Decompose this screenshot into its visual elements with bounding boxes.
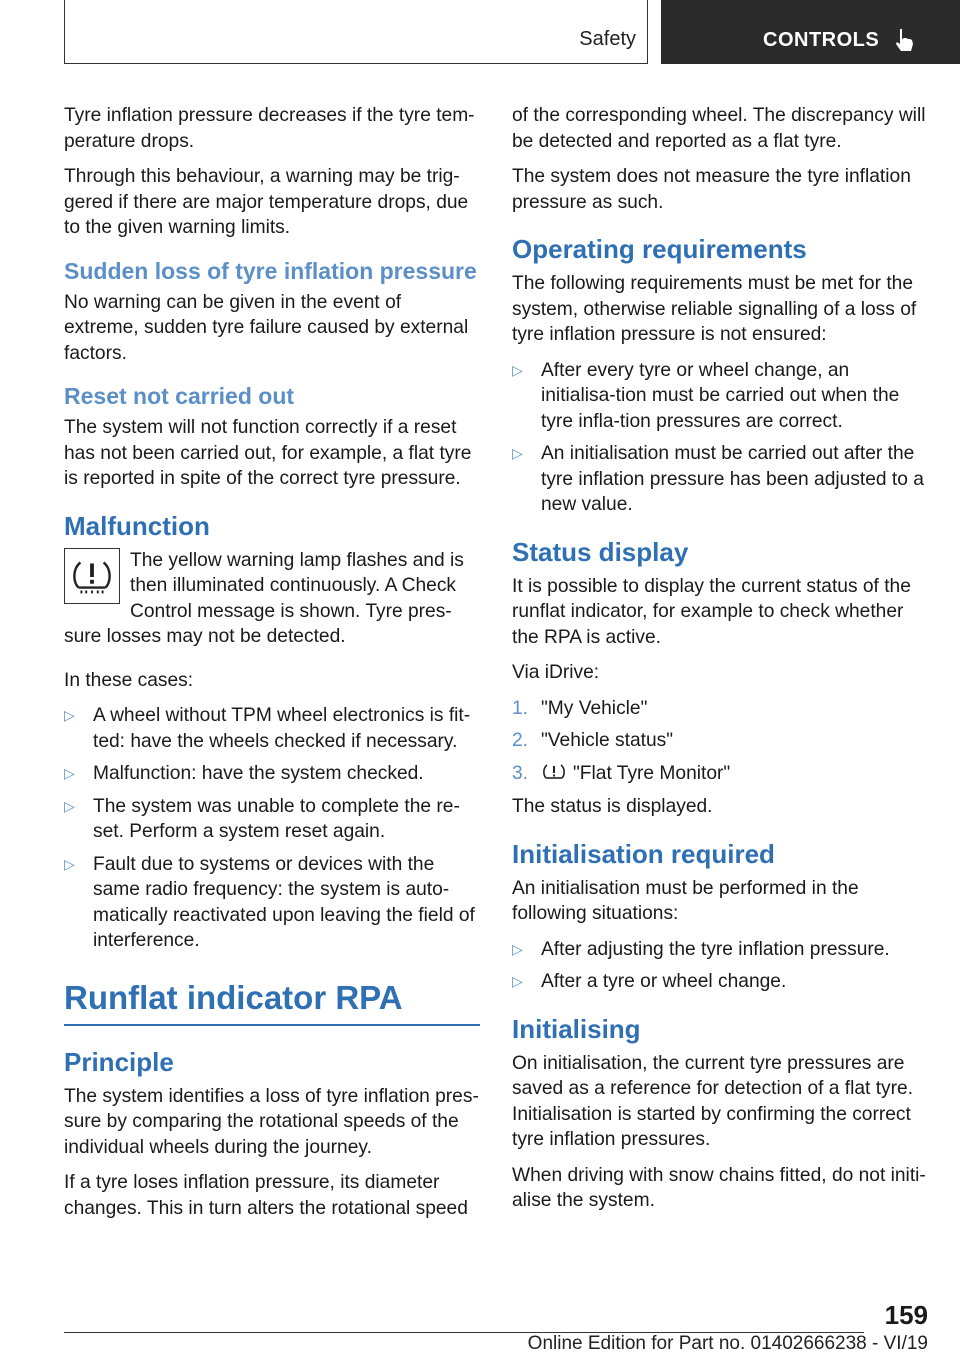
paragraph: When driving with snow chains fitted, do not initi-alise the system. bbox=[512, 1164, 926, 1211]
header-chapter-tab bbox=[661, 0, 960, 64]
paragraph: On initialisation, the current tyre pressures are saved as a reference for detection of a flat tyre. Initialisation is started by confirming the correct tyre inflation pressures. bbox=[512, 1052, 914, 1150]
step-number: 1. bbox=[512, 697, 529, 719]
list-item: ▷ After adjusting the tyre inflation pressure. bbox=[512, 937, 928, 963]
paragraph: Via iDrive: bbox=[512, 662, 600, 683]
heading-initialising: Initialising bbox=[512, 1013, 641, 1044]
list-item: ▷ Fault due to systems or devices with the same radio frequency: the system is auto-matically reactivated upon leaving the field of interference. bbox=[64, 853, 475, 951]
header-chapter-label: CONTROLS bbox=[763, 29, 880, 51]
initialisation-cases-list bbox=[512, 937, 928, 995]
heading-sudden-loss: Sudden loss of tyre inflation pressure bbox=[64, 257, 477, 284]
paragraph: In these cases: bbox=[64, 669, 194, 691]
list-item: ▷ Malfunction: have the system checked. bbox=[64, 761, 480, 787]
heading-reset-not-carried-out: Reset not carried out bbox=[64, 383, 295, 409]
paragraph: Tyre inflation pressure decreases if the tyre tem-perature drops. bbox=[64, 105, 475, 152]
list-item: ▷ After a tyre or wheel change. bbox=[512, 969, 928, 995]
malfunction-text: The yellow warning lamp flashes and is then illuminated continuously. A Check Control message is shown. Tyre pres-sure losses may not be detected. bbox=[64, 549, 464, 647]
triangle-bullet-icon: ▷ bbox=[512, 445, 523, 461]
list-item: 2. "Vehicle status" bbox=[512, 728, 928, 754]
paragraph: Through this behaviour, a warning may be trig-gered if there are major temperature drops, due to the given warning limits. bbox=[64, 166, 469, 238]
header-frame bbox=[64, 0, 648, 64]
paragraph: It is possible to display the current status of the runflat indicator, for example to check whether the RPA is active. bbox=[512, 575, 911, 648]
list-item: ▷ A wheel without TPM wheel electronics is fit-ted: have the wheels checked if necessary. bbox=[64, 705, 471, 752]
triangle-bullet-icon: ▷ bbox=[512, 361, 523, 378]
step-number: 2. bbox=[512, 730, 529, 751]
heading-operating-requirements: Operating requirements bbox=[512, 234, 807, 264]
page-header bbox=[64, 0, 960, 66]
paragraph: The status is displayed. bbox=[512, 796, 713, 817]
heading-initialisation-required: Initialisation required bbox=[512, 838, 775, 869]
triangle-bullet-icon: ▷ bbox=[64, 765, 75, 781]
paragraph: An initialisation must be performed in the following situations: bbox=[512, 877, 859, 924]
triangle-bullet-icon: ▷ bbox=[64, 707, 75, 723]
heading-principle: Principle bbox=[64, 1046, 174, 1077]
step-number: 3. bbox=[512, 762, 529, 784]
tyre-pressure-warning-icon bbox=[64, 548, 120, 604]
list-item: ▷ After every tyre or wheel change, an initialisa-tion must be carried out when the tyre infla-tion pressures are correct. bbox=[512, 359, 900, 432]
heading-status-display: Status display bbox=[512, 536, 689, 567]
triangle-bullet-icon: ▷ bbox=[64, 855, 75, 872]
list-item: ▷ An initialisation must be carried out after the tyre inflation pressure has been adjusted to a new value. bbox=[512, 443, 924, 515]
list-item: 3. "Flat Tyre Monitor" bbox=[512, 761, 928, 787]
paragraph: of the corresponding wheel. The discrepancy will be detected and reported as a flat tyre. bbox=[512, 105, 926, 152]
page-number: 159 bbox=[884, 1300, 928, 1330]
list-item: 1. "My Vehicle" bbox=[512, 696, 928, 722]
tyre-pressure-warning-icon bbox=[541, 762, 567, 782]
cases-list bbox=[64, 703, 480, 954]
paragraph: The system will not function correctly if a reset has not been carried out, for example, a flat tyre is reported in spite of the correct tyre pressure. bbox=[64, 417, 472, 489]
right-column bbox=[512, 103, 928, 1224]
footer-edition-text: Online Edition for Part no. 01402666238 - VI/19 bbox=[527, 1333, 928, 1354]
left-column bbox=[64, 103, 480, 1231]
paragraph: No warning can be given in the event of extreme, sudden tyre failure caused by external factors. bbox=[64, 291, 469, 364]
malfunction-block bbox=[64, 548, 480, 650]
heading-runflat-indicator-rpa: Runflat indicator RPA bbox=[64, 978, 480, 1026]
triangle-bullet-icon: ▷ bbox=[64, 797, 75, 814]
list-item: ▷ The system was unable to complete the re-set. Perform a system reset again. bbox=[64, 795, 460, 842]
paragraph: The following requirements must be met for the system, otherwise reliable signalling of a loss of tyre inflation pressure is not ensured: bbox=[512, 273, 917, 345]
operating-list bbox=[512, 358, 928, 518]
paragraph: The system does not measure the tyre inflation pressure as such. bbox=[512, 166, 911, 213]
header-section-title: Safety bbox=[579, 28, 636, 50]
triangle-bullet-icon: ▷ bbox=[512, 940, 523, 957]
triangle-bullet-icon: ▷ bbox=[512, 973, 523, 989]
pointing-hand-icon bbox=[893, 27, 915, 53]
heading-malfunction: Malfunction bbox=[64, 510, 210, 541]
idrive-steps bbox=[512, 696, 928, 787]
paragraph: If a tyre loses inflation pressure, its diameter changes. This in turn alters the rotational speed bbox=[64, 1172, 468, 1219]
paragraph: The system identifies a loss of tyre inflation pres-sure by comparing the rotational speeds of the individual wheels during the journey. bbox=[64, 1085, 479, 1158]
